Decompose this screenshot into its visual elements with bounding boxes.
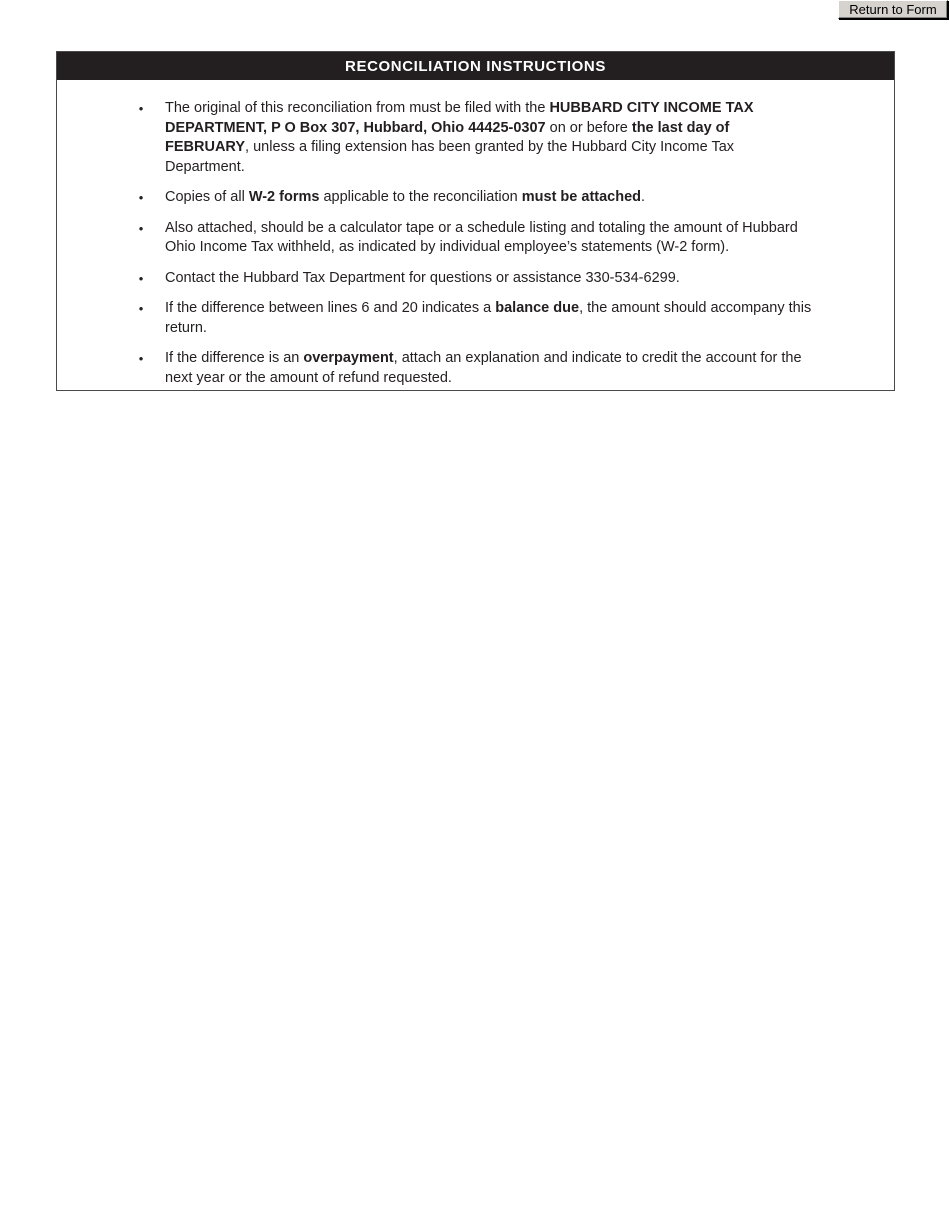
instruction-text: on or before [545,119,632,136]
instruction-emphasis: W-2 forms [248,189,320,205]
instruction-filing [137,99,817,177]
instruction-emphasis: balance due [495,300,580,316]
instruction-text: Contact the Hubbard Tax Department for questions or assistance 330-534-6299. [165,269,680,286]
instruction-contact [137,269,817,289]
instruction-emphasis: the last day of FEBRUARY [165,119,730,155]
instruction-list [137,99,817,399]
bullet-icon: • [138,190,144,205]
instruction-emphasis: overpayment [303,350,394,366]
bullet-icon: • [138,351,144,366]
instruction-text: Copies of all [165,189,249,205]
bullet-icon: • [138,220,144,236]
bullet-icon: • [138,101,144,116]
instruction-text: The original of this reconciliation from must be filed with the [165,100,550,116]
instruction-text: applicable to the reconciliation [319,189,522,205]
bullet-icon: • [138,301,144,316]
instruction-text: , the amount should accompany this return. [165,300,812,336]
instruction-overpayment [137,349,817,388]
instruction-text: , attach an explanation and indicate to credit the account for the next year or the amount of refund requested. [165,350,802,386]
instruction-text: . [641,189,646,205]
instruction-text: If the difference is an [165,350,304,366]
instruction-text: If the difference between lines 6 and 20 indicates a [165,300,496,316]
instructions-title: RECONCILIATION INSTRUCTIONS [57,52,894,80]
reconciliation-instructions-panel [56,51,895,391]
bullet-icon: • [138,270,144,286]
instruction-w2-forms [137,188,817,208]
instruction-calculator-tape [137,219,817,258]
return-to-form-button[interactable]: Return to Form [838,0,948,19]
instruction-emphasis: must be attached [521,189,642,205]
instruction-emphasis: HUBBARD CITY INCOME TAX DEPARTMENT, P O Box 307, Hubbard, Ohio 44425-0307 [165,100,754,136]
instruction-text: , unless a filing extension has been granted by the Hubbard City Income Tax Department. [165,139,735,175]
instruction-balance-due [137,299,817,338]
instruction-text: Also attached, should be a calculator tape or a schedule listing and totaling the amount of Hubbard Ohio Income Tax withheld, as indicated by individual employee’s statements (W-2 form). [165,219,798,255]
